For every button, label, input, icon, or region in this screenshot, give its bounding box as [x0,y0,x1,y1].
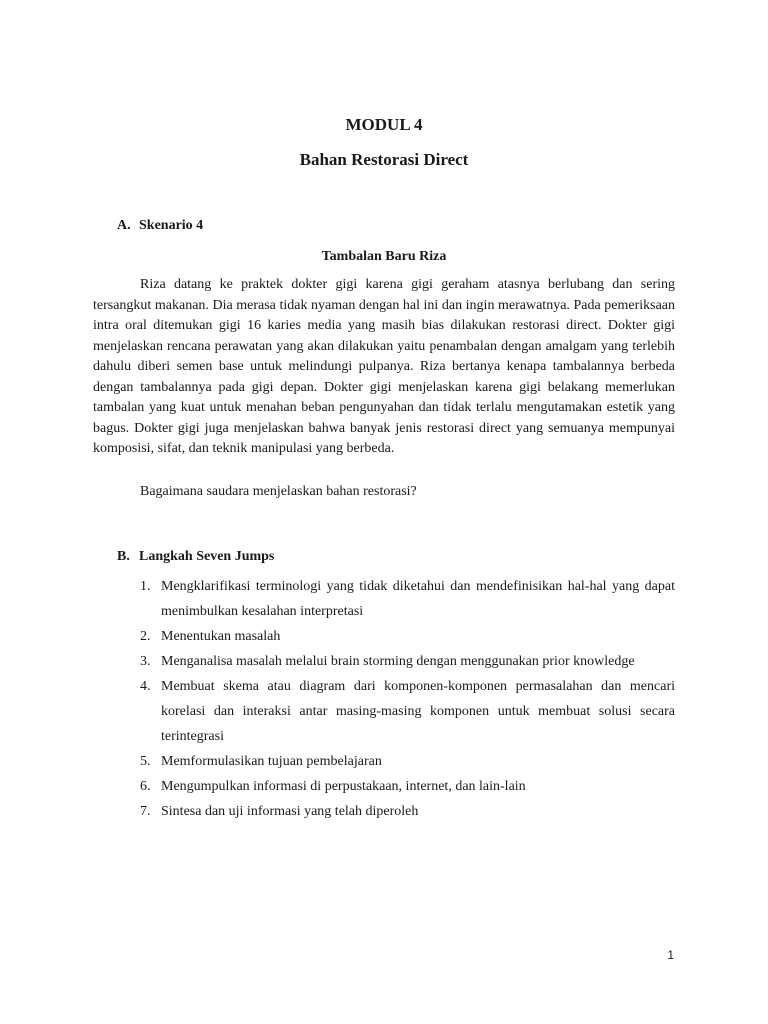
page-subtitle: Bahan Restorasi Direct [299,150,469,169]
list-item [140,799,675,824]
section-a-title: Skenario 4 [139,218,204,233]
list-item [140,774,675,799]
section-b-heading [117,549,274,565]
step-text: Menganalisa masalah melalui brain storming dengan menggunakan prior knowledge [161,654,635,669]
scenario-question: Bagaimana saudara menjelaskan bahan restorasi? [140,484,417,499]
step-text: Memformulasikan tujuan pembelajaran [161,754,382,769]
step-number: 2. [140,629,151,644]
step-text: Menentukan masalah [161,629,281,644]
list-item [140,674,675,749]
step-text: Mengklarifikasi terminologi yang tidak diketahui dan mendefinisikan hal-hal yang dapat menimbulkan kesalahan interpretasi [161,579,675,619]
list-item [140,649,675,674]
scenario-paragraph: Riza datang ke praktek dokter gigi karena gigi geraham atasnya berlubang dan sering tersangkut makanan. Dia merasa tidak nyaman dengan hal ini dan ingin merawatnya. Pada pemeriksaan intra oral ditemukan gigi 16 karies media yang masih bias dilakukan restorasi direct. Dokter gigi menjelaskan rencana perawatan yang akan dilakukan yaitu penambalan dengan amalgam yang terlebih dahulu diberi semen base untuk melindungi pulpanya. Riza bertanya kenapa tambalannya berbeda dengan tambalannya pada gigi depan. Dokter gigi menjelaskan karena gigi belakang memerlukan tambalan yang kuat untuk menahan beban pengunyahan dan tidak terlalu mengutamakan estetik yang bagus. Dokter gigi juga menjelaskan bahwa banyak jenis restorasi direct yang semuanya mempunyai komposisi, sifat, dan teknik manipulasi yang berbeda. [93,277,675,456]
seven-jumps-list [140,574,675,824]
page-number: 1 [667,948,674,962]
step-number: 5. [140,754,151,769]
section-b-letter: B. [117,549,130,564]
section-a-heading [117,218,203,234]
section-a-letter: A. [117,218,131,233]
step-number: 3. [140,654,151,669]
list-item [140,749,675,774]
step-text: Sintesa dan uji informasi yang telah diperoleh [161,804,419,819]
step-text: Mengumpulkan informasi di perpustakaan, internet, dan lain-lain [161,779,526,794]
step-number: 4. [140,679,151,694]
page-title: MODUL 4 [345,115,423,134]
step-number: 1. [140,579,151,594]
step-number: 7. [140,804,151,819]
step-text: Membuat skema atau diagram dari komponen-komponen permasalahan dan mencari korelasi dan interaksi antar masing-masing komponen untuk membuat solusi secara terintegrasi [161,679,675,744]
scenario-title: Tambalan Baru Riza [321,249,447,264]
list-item [140,574,675,624]
step-number: 6. [140,779,151,794]
section-b-title: Langkah Seven Jumps [139,549,275,564]
list-item [140,624,675,649]
